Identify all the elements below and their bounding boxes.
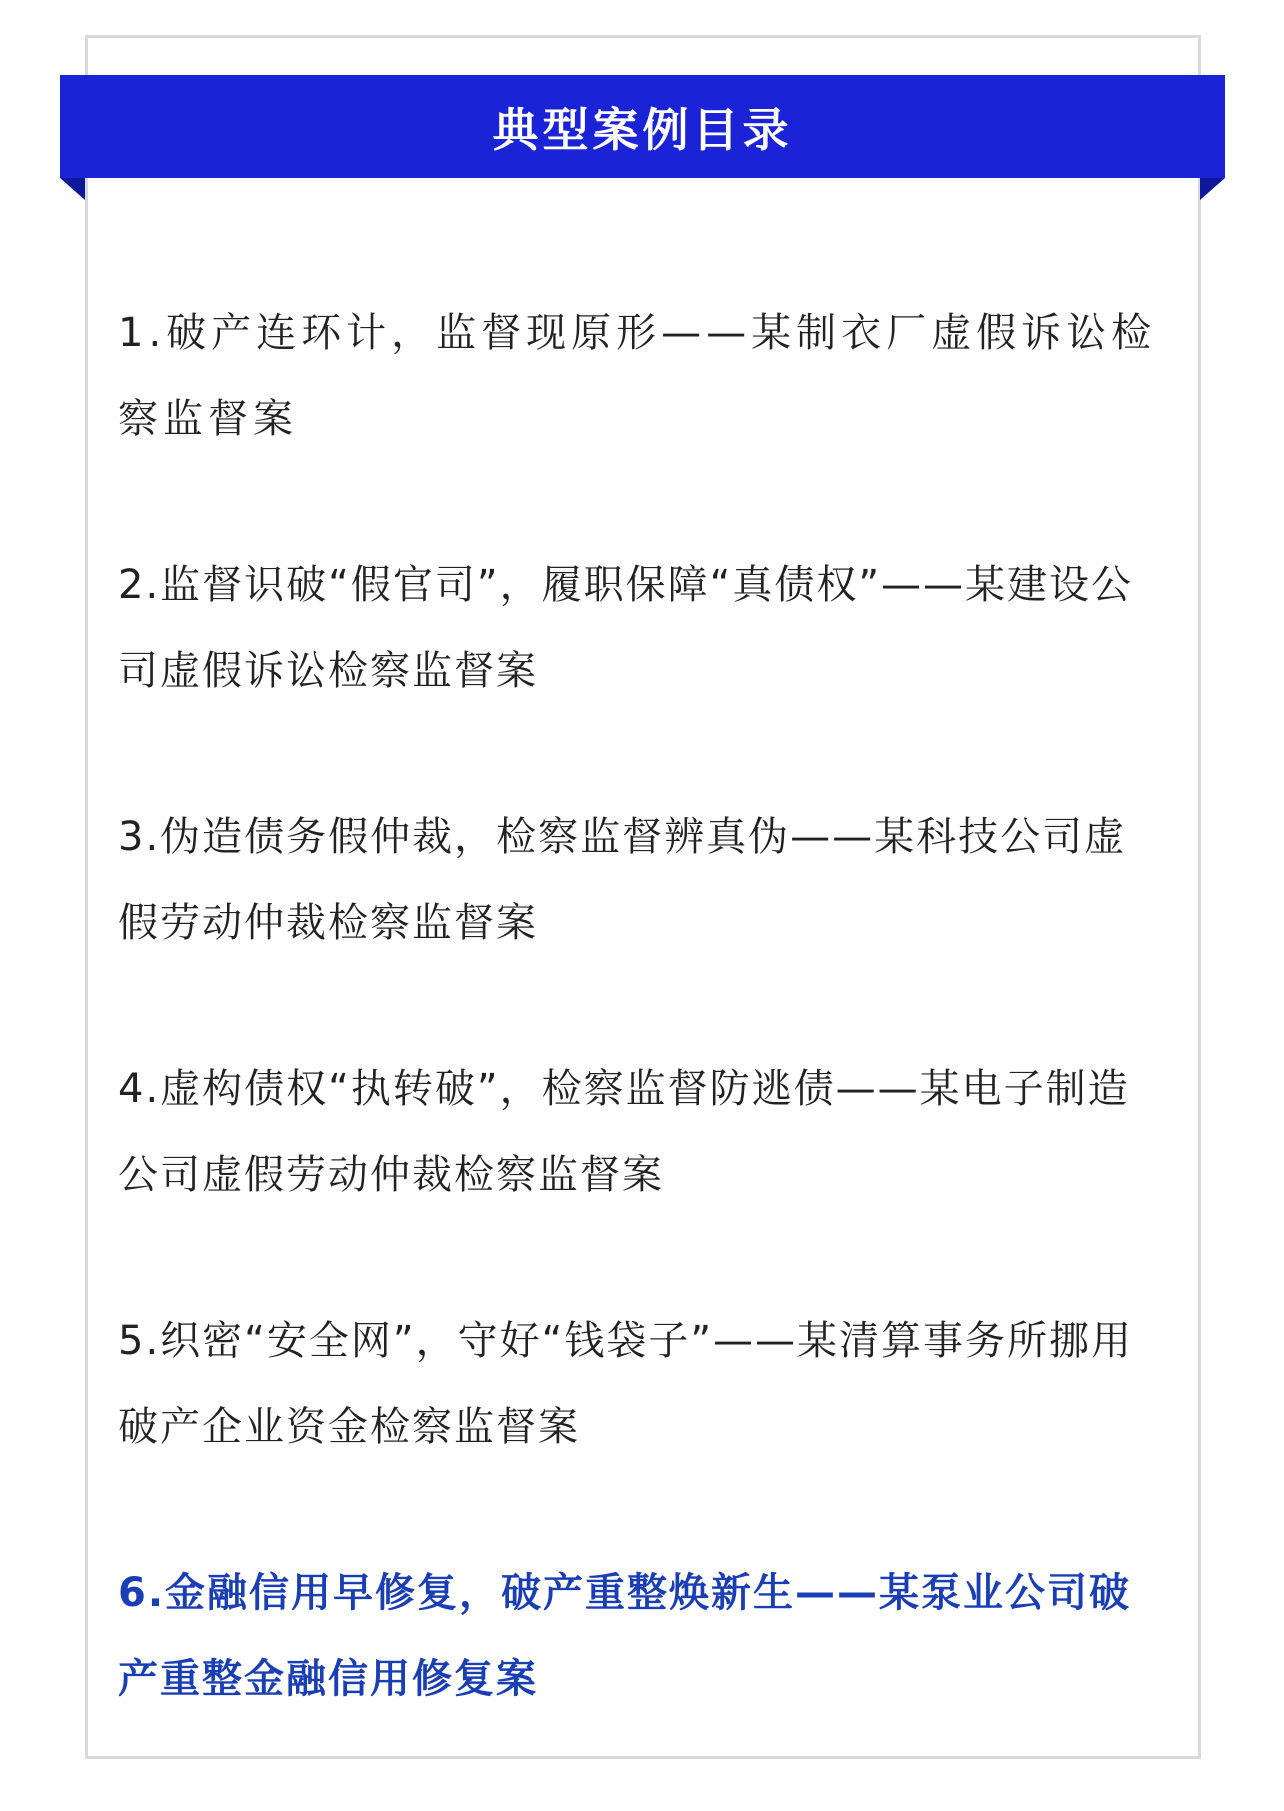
case-item-3[interactable]: 3.伪造债务假仲裁，检察监督辨真伪——某科技公司虚假劳动仲裁检察监督案	[118, 814, 1127, 946]
case-item-2[interactable]: 2.监督识破“假官司”，履职保障“真债权”——某建设公司虚假诉讼检察监督案	[118, 562, 1134, 694]
case-item-6[interactable]: 6.金融信用早修复，破产重整焕新生——某泵业公司破产重整金融信用修复案	[118, 1570, 1132, 1702]
case-item-4[interactable]: 4.虚构债权“执转破”，检察监督防逃债——某电子制造公司虚假劳动仲裁检察监督案	[118, 1066, 1130, 1198]
case-item-5[interactable]: 5.织密“安全网”，守好“钱袋子”——某清算事务所挪用破产企业资金检察监督案	[118, 1318, 1134, 1450]
title-banner	[60, 75, 1225, 178]
banner-fold-right	[1200, 178, 1225, 200]
banner-fold-left	[60, 178, 85, 200]
case-list	[118, 290, 1168, 1802]
page-title: 典型案例目录	[492, 102, 793, 157]
case-item-1[interactable]: 1.破产连环计，监督现原形——某制衣厂虚假诉讼检察监督案	[118, 310, 1157, 442]
